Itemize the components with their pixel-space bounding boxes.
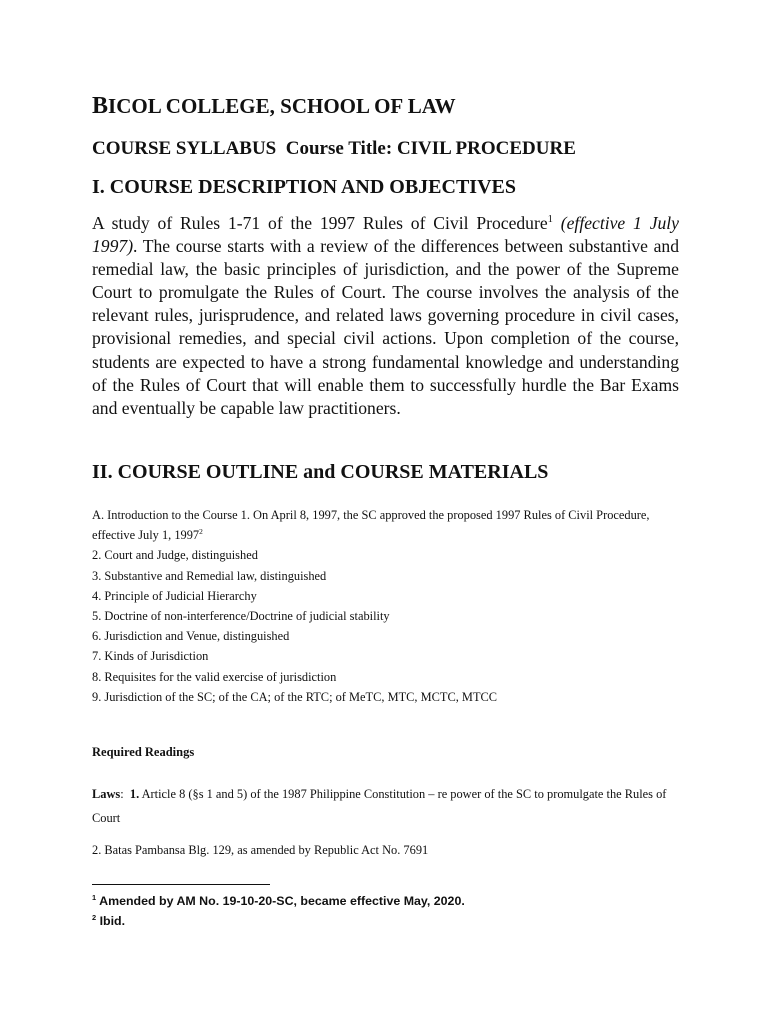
law2-text: 2. Batas Pambansa Blg. 129, as amended by Republic Act No. 7691 xyxy=(92,843,429,857)
outline-item: 5. Doctrine of non-interference/Doctrine of judicial stability xyxy=(92,609,390,624)
school-title-rest: ICOL COLLEGE, SCHOOL OF LAW xyxy=(108,94,456,118)
footnote-ref-1[interactable]: 1 xyxy=(547,214,553,226)
outline-item: 2. Court and Judge, distinguished xyxy=(92,548,258,563)
outline-item: 7. Kinds of Jurisdiction xyxy=(92,649,209,664)
outline-item: 6. Jurisdiction and Venue, distinguished xyxy=(92,629,290,644)
section-heading-description: I. COURSE DESCRIPTION AND OBJECTIVES xyxy=(92,176,516,198)
course-title-line xyxy=(92,138,576,160)
footnote-number: 1 xyxy=(92,893,97,903)
outline-item: 3. Substantive and Remedial law, distinguished xyxy=(92,568,327,583)
footnote-1 xyxy=(92,894,465,908)
outline-item xyxy=(92,505,682,545)
outline-item: 9. Jurisdiction of the SC; of the CA; of the RTC; of MeTC, MTC, MCTC, MTCC xyxy=(92,689,498,704)
footnote-text: Amended by AM No. 19-10-20-SC, became effective May, 2020. xyxy=(99,894,465,908)
footnote-2 xyxy=(92,914,125,928)
footnote-text: Ibid. xyxy=(99,914,126,928)
course-description xyxy=(92,212,679,420)
laws-paragraph: Laws: 1. Article 8 (§s 1 and 5) of the 1987 Philippine Constitution – re power of the SC to promulgate the Rules of Court xyxy=(92,787,667,825)
course-title: CIVIL PROCEDURE xyxy=(396,138,576,159)
outline-item: 4. Principle of Judicial Hierarchy xyxy=(92,588,257,603)
footnote-ref-2[interactable]: 2 xyxy=(199,527,203,537)
school-title-initial: B xyxy=(92,93,109,119)
course-title-label: Course Title: xyxy=(285,138,393,159)
required-readings-heading: Required Readings xyxy=(92,745,195,759)
footnote-divider xyxy=(92,884,270,885)
outline-item: 8. Requisites for the valid exercise of jurisdiction xyxy=(92,669,337,684)
description-text-rest: . The course starts with a review of the differences between substantive and remedial law, the basic principles of jurisdiction, and the power of the Supreme Court to promulgate the Rules of Court. The course involves the analysis of the relevant rules, jurisprudence, and related laws governing procedure in civil cases, provisional remedies, and special civil actions. Upon completion of the course, students are expected to have a strong fundamental knowledge and understanding of the Rules of Court that will enable them to successfully hurdle the Bar Exams and eventually be capable law practitioners. xyxy=(92,236,679,418)
laws-label: Laws xyxy=(92,787,121,801)
law1-text: Article 8 (§s 1 and 5) of the 1987 Philippine Constitution – re power of the SC to promulgate the Rules of Court xyxy=(92,787,667,825)
section-heading-outline: II. COURSE OUTLINE and COURSE MATERIALS xyxy=(92,461,549,483)
school-title xyxy=(92,93,456,120)
footnote-number: 2 xyxy=(92,913,97,923)
description-text-start: A study of Rules 1-71 of the 1997 Rules of Civil Procedure xyxy=(92,213,548,233)
syllabus-label: COURSE SYLLABUS xyxy=(92,138,277,159)
course-outline-list xyxy=(92,505,682,707)
law1-number: 1. xyxy=(129,787,140,801)
outline-item-text: A. Introduction to the Course 1. On April 8, 1997, the SC approved the proposed 1997 Rules of Civil Procedure, effective July 1, 1997 xyxy=(92,508,650,543)
effective-note: (effective 1 July 1997) xyxy=(92,213,679,257)
